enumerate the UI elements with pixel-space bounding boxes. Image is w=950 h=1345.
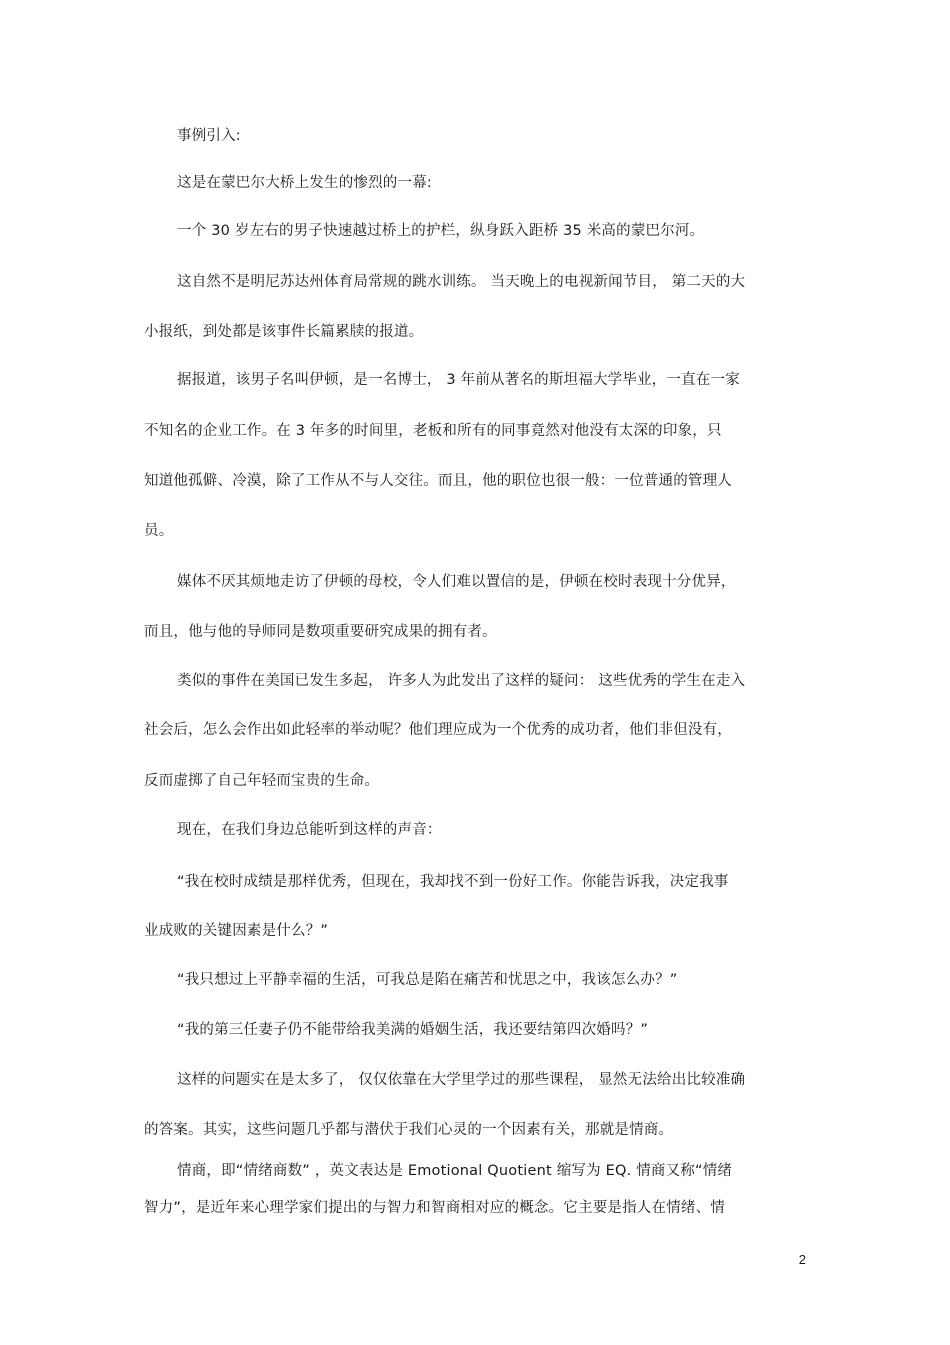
text-line: 社会后，怎么会作出如此轻率的举动呢？他们理应成为一个优秀的成功者，他们非但没有，: [144, 722, 732, 738]
text-line: “我只想过上平静幸福的生活，可我总是陷在痛苦和忧思之中，我该怎么办？”: [177, 972, 678, 988]
text-line: 现在，在我们身边总能听到这样的声音：: [177, 822, 442, 838]
text-line: 的答案。其实，这些问题几乎都与潜伏于我们心灵的一个因素有关，那就是情商。: [144, 1122, 674, 1138]
text-line: 据报道，该男子名叫伊顿，是一名博士， 3 年前从著名的斯坦福大学毕业，一直在一家: [177, 372, 740, 388]
text-line: 媒体不厌其烦地走访了伊顿的母校，令人们难以置信的是，伊顿在校时表现十分优异，: [177, 574, 736, 590]
text-line: 这自然不是明尼苏达州体育局常规的跳水训练。 当天晚上的电视新闻节目， 第二天的大: [177, 274, 746, 290]
text-line: 这样的问题实在是太多了， 仅仅依靠在大学里学过的那些课程， 显然无法给出比较准确: [177, 1072, 746, 1088]
text-line: 而且，他与他的导师同是数项重要研究成果的拥有者。: [144, 624, 497, 640]
text-line: “我在校时成绩是那样优秀，但现在，我却找不到一份好工作。你能告诉我，决定我事: [177, 874, 729, 890]
text-line: “我的第三任妻子仍不能带给我美满的婚姻生活，我还要结第四次婚吗？”: [177, 1022, 649, 1038]
text-line: 反而虚掷了自己年轻而宝贵的生命。: [144, 773, 380, 789]
text-line: 这是在蒙巴尔大桥上发生的惨烈的一幕:: [177, 175, 432, 191]
text-line: 员。: [144, 523, 174, 539]
text-line: 事例引入:: [177, 128, 241, 144]
text-line: 智力”，是近年来心理学家们提出的与智力和智商相对应的概念。它主要是指人在情绪、情: [144, 1200, 726, 1216]
text-line: 业成败的关键因素是什么？”: [144, 923, 329, 939]
text-line: 知道他孤僻、冷漠，除了工作从不与人交往。而且，他的职位也很一般：一位普通的管理人: [144, 473, 732, 489]
text-line: 不知名的企业工作。在 3 年多的时间里，老板和所有的同事竟然对他没有太深的印象，只: [144, 423, 722, 439]
page-number: 2: [798, 1252, 806, 1267]
text-line: 小报纸，到处都是该事件长篇累牍的报道。: [144, 324, 424, 340]
text-line: 情商，即“情绪商数” ，英文表达是 Emotional Quotient 缩写为 EQ. 情商又称“情绪: [177, 1163, 733, 1179]
text-line: 类似的事件在美国已发生多起， 许多人为此发出了这样的疑问： 这些优秀的学生在走入: [177, 673, 746, 689]
text-line: 一个 30 岁左右的男子快速越过桥上的护栏，纵身跃入距桥 35 米高的蒙巴尔河。: [177, 223, 705, 239]
